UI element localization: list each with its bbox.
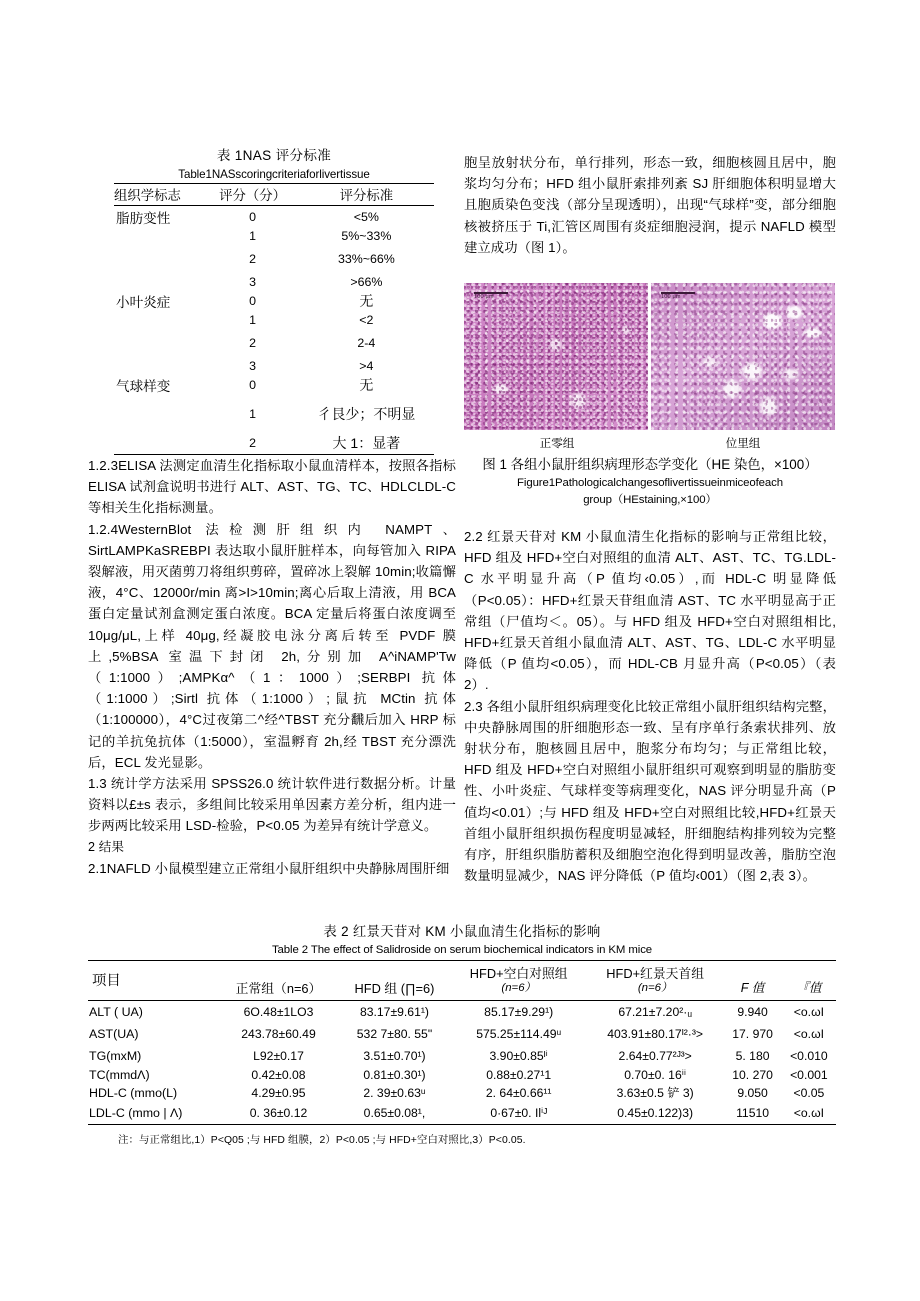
table1-cell-criteria: >66% (350, 275, 383, 289)
paragraph-section-1-3: 1.3 统计学方法采用 SPSS26.0 统计软件进行数据分析。计量资料以£±s 表示，多组间比较采用单因素方差分析，组内进一步两两比较采用 LSD-检验，P<0.05 为差异有统计学意义。 (88, 776, 456, 834)
table2-cell-p-value: <0.05 (793, 1085, 825, 1100)
table2-cell-indicator: LDL-C (mmo | Λ) (88, 1102, 219, 1125)
figure1-panel-labels (464, 435, 836, 451)
heading-results: 2 结果 (88, 839, 125, 854)
table1-cell-marker (114, 267, 206, 290)
table2-cell-hfd: 532 7±80. 55" (356, 1027, 433, 1041)
table1-cell-criteria: 大 1：显著 (299, 425, 434, 455)
table2-row (88, 1023, 836, 1045)
table1-cell-score: 3 (249, 275, 257, 289)
paragraph-section-1-2-4: 1.2.4WesternBlot 法检测肝组织内 NAMPT、SirtLAMPKaSREBPI 表达取小鼠肝脏样本，向每管加入 RIPA 裂解液，用灭菌剪刀将组织剪碎，置碎冰上裂解 10min;收篇懈液，4°C、12000r/min 离>I>10min;离心后取上清液，用 BCA 蛋白定量试剂盒测定蛋白浓度。BCA 定量后将蛋白浓度调至 10μg/μL,上样 40μg,经凝胶电泳分离后转至 PVDF 膜上,5%BSA 室温下封闭 2h,分别加 A^iNAMP'Tw（1:1000）;AMPKα^（1：1000）;SERBPI 抗体（1:1000）;Sirtl 抗体（1:1000）;鼠抗 MCtin 抗体（1:100000），4°C过夜第二^经^TBST 充分飜后加入 HRP 标记的羊抗兔抗体（1:5000），室温孵育 2h,经 TBST 充分漂洗后，ECL 发光显影。 (88, 521, 456, 770)
table2-footnote: 注：与正常组比,1）P<Q05 ;与 HFD 组膜，2）P<0.05 ;与 HFD+空白对照比,3）P<0.05. (118, 1135, 526, 1146)
table1-title-cn: 表 1NAS 评分标准 (216, 148, 332, 163)
paragraph-section-2-2: 2.2 红景天苷对 KM 小鼠血清生化指标的影响与正常组比较，HFD 组及 HFD+空白对照组的血清 ALT、AST、TC、TG.LDL-C 水平明显升高（P 值均‹0.05）,而 HDL-C 明显降低（P<0.05）：HFD+红景天苷组血清 AST、TC 水平明显高于正常组（尸值均＜。05）。与 HFD 组及 HFD+空白对照组相比, HFD+红景天首组小鼠血清 ALT、AST、TG、LDL-C 水平明显降低（P 值均<0.05），而 HDL-CB 月显升高（P<0.05）（表 2）. (464, 529, 836, 693)
table1-cell-marker (114, 244, 206, 267)
table1-row (114, 396, 434, 425)
table2-row (88, 1083, 836, 1102)
table2-cell-salidroside: 3.63±0.5 铲 3) (616, 1086, 694, 1100)
table2-cell-hfd: 0.81±0.30¹) (363, 1068, 426, 1082)
table1-cell-score: 0 (249, 294, 257, 308)
table2-row (88, 1067, 836, 1083)
table2-cell-normal: 243.78±60.49 (241, 1027, 316, 1041)
table2-cell-indicator: ALT ( UA) (89, 1005, 143, 1019)
table2-cell-f-value: 9.940 (737, 1005, 768, 1019)
figure1-caption-en-line2: group（HEstaining,×100） (583, 493, 717, 506)
table2-cell-p-value: <0.001 (790, 1068, 828, 1082)
table2-row (88, 1045, 836, 1067)
table2-cell-f-value: 10. 270 (732, 1068, 773, 1082)
table2-cell-hfd: 2. 39±0.63ᵘ (363, 1085, 426, 1100)
scale-bar-label: 100 μm (661, 294, 681, 300)
table2-cell-salidroside: 0.45±0.122)3) (587, 1102, 723, 1125)
left-column-text (88, 455, 456, 879)
table2-container (88, 922, 836, 1146)
table2-header-group-hfd (338, 961, 450, 1001)
table2-cell-salidroside: 2.64±0.77²ᴶ³˃ (618, 1049, 692, 1063)
table1-cell-score: 3 (249, 359, 257, 373)
table2-header-p-value: 『值 (782, 961, 836, 1001)
table1-cell-criteria: <2 (359, 313, 374, 327)
table1-row (114, 374, 434, 396)
table2-cell-blank-control: 2. 64±0.66¹¹ (485, 1085, 552, 1100)
histology-image-model-group (651, 283, 835, 430)
group-n: (n=6） (501, 982, 536, 994)
table1-cell-criteria: <5% (353, 210, 379, 224)
table2-header-item: 项目 (88, 961, 219, 1001)
table1-cell-marker: 气球样变 (116, 379, 171, 394)
table1-row (114, 425, 434, 455)
figure1-caption-en-line1: Figure1Pathologicalchangesoflivertissueinmiceofeach (517, 477, 783, 489)
figure1-caption-cn: 图 1 各组小鼠肝组织病理形态学变化（HE 染色，×100） (482, 457, 818, 472)
table2-cell-p-value: <o.ωI (782, 1102, 836, 1125)
table1-cell-marker (114, 351, 206, 374)
table1-cell-marker (114, 312, 206, 328)
table2-header-group-salidroside (587, 961, 723, 1001)
table2-cell-salidroside: 67.21±7.20²·ᵤ (618, 1005, 692, 1019)
table2-cell-p-value: <o.ωI (793, 1027, 824, 1041)
table2-header-row (88, 961, 836, 1001)
panel-label-right: 位里组 (725, 437, 761, 450)
table2-cell-indicator: AST(UA) (89, 1027, 139, 1041)
table1-header-row (114, 184, 434, 206)
figure1-container (464, 283, 836, 508)
table1-cell-score: 0 (249, 378, 257, 392)
table1-cell-score: 1 (249, 229, 257, 243)
table2-title-cn: 表 2 红景天苷对 KM 小鼠血清生化指标的影响 (323, 924, 601, 939)
table2-header-group-blank (450, 961, 586, 1001)
panel-label-left: 正零组 (539, 437, 575, 450)
table1-row (114, 267, 434, 290)
table1-cell-criteria: 彳艮少；不明显 (317, 406, 416, 422)
scale-bar-right (661, 292, 695, 300)
table1-cell-score: 2 (249, 336, 257, 350)
table2-header-f-value: F 值 (723, 961, 781, 1001)
table1-header-score: 评分（分） (206, 184, 298, 206)
table2-cell-indicator: HDL-C (mmo(L) (89, 1085, 178, 1100)
table1-cell-criteria: 无 (359, 377, 374, 393)
table1-cell-marker: 脂肪变性 (116, 211, 171, 226)
table2-cell-f-value: 17. 970 (732, 1027, 773, 1041)
table1-cell-score: 2 (206, 425, 298, 455)
table2-row (88, 1001, 836, 1024)
table1-cell-criteria: 33%~66% (337, 252, 395, 266)
table1-row (114, 328, 434, 351)
table1-cell-marker (114, 425, 206, 455)
table1-header-marker: 组织学标志 (114, 184, 206, 206)
table1-row (114, 290, 434, 312)
table2-cell-f-value: 5. 180 (735, 1049, 770, 1063)
group-label: HFD 组 (∏=6) (354, 981, 435, 996)
table1 (114, 183, 434, 455)
table2-cell-normal: 0. 36±0.12 (219, 1102, 339, 1125)
table2-cell-blank-control: 575.25±114.49ᵘ (476, 1027, 562, 1041)
table2-cell-p-value: <o.ωI (793, 1005, 824, 1019)
table1-cell-criteria: 2-4 (357, 336, 376, 350)
right-column-top-text (464, 152, 836, 258)
table1-cell-marker (114, 328, 206, 351)
table2-cell-blank-control: 0.88±0.27¹1 (486, 1068, 552, 1082)
table1-container (114, 146, 434, 455)
table1-row (114, 312, 434, 328)
paragraph-histology-description: 胞呈放射状分布，单行排列，形态一致，细胞核圆且居中，胞浆均匀分布；HFD 组小鼠肝索排列紊 SJ 肝细胞体积明显增大且胞质染色变浅（部分呈现透明），出现“气球样”变，部分细胞核被挤压于 Ti,汇管区周围有炎症细胞浸润，提示 NAFLD 模型建立成功（图 1）。 (464, 155, 836, 255)
table1-cell-score: 1 (249, 313, 257, 327)
table2-cell-salidroside: 403.91±80.17ᴵ²·³˃ (607, 1027, 704, 1041)
histology-image-normal-group (464, 283, 648, 430)
table1-cell-score: 2 (249, 252, 257, 266)
table2-cell-normal: L92±0.17 (253, 1049, 304, 1063)
table1-cell-criteria: 无 (359, 293, 374, 309)
paragraph-section-2-1: 2.1NAFLD 小鼠模型建立正常组小鼠肝组织中央静脉周围肝细 (88, 860, 450, 876)
group-label: HFD+红景天首组 (606, 966, 705, 981)
table2-cell-indicator: TC(mmdΛ) (89, 1068, 150, 1082)
table1-cell-marker (114, 228, 206, 244)
table2-cell-hfd: 3.51±0.70¹) (363, 1049, 426, 1063)
table2-cell-blank-control: 85.17±9.29¹) (484, 1005, 554, 1019)
table1-row (114, 351, 434, 374)
group-label: HFD+空白对照组 (469, 966, 568, 981)
table2-cell-hfd: 0.65±0.08¹, (338, 1102, 450, 1125)
table2-row (88, 1102, 836, 1125)
table2-header-group-normal (219, 961, 339, 1001)
table1-header-criteria: 评分标准 (299, 184, 434, 206)
table2-cell-f-value: 11510 (723, 1102, 781, 1125)
table2-cell-f-value: 9.050 (737, 1085, 768, 1100)
table2-title-en: Table 2 The effect of Salidroside on serum biochemical indicators in KM mice (271, 944, 653, 956)
group-label: 正常组（n=6） (235, 981, 322, 996)
table1-cell-score: 0 (249, 210, 257, 224)
table2-cell-hfd: 83.17±9.61¹) (359, 1005, 429, 1019)
table1-cell-marker (114, 396, 206, 425)
table1-cell-criteria: 5%~33% (341, 229, 392, 243)
table2-cell-normal: 4.29±0.95 (251, 1085, 306, 1100)
scale-bar-left (474, 292, 508, 300)
figure1-image-row (464, 283, 836, 430)
table2-cell-normal: 6O.48±1LO3 (243, 1005, 314, 1019)
table1-cell-score: 1 (249, 407, 257, 421)
table2-cell-salidroside: 0.70±0. 16ⁱⁱ (624, 1068, 687, 1082)
group-n: (n=6） (637, 982, 673, 994)
table2-cell-p-value: <0.010 (790, 1049, 828, 1063)
table1-cell-marker: 小叶炎症 (116, 295, 171, 310)
table1-row (114, 244, 434, 267)
paragraph-section-1-2-3: 1.2.3ELISA 法测定血清生化指标取小鼠血清样本，按照各指标 ELISA 试剂盒说明书进行 ALT、AST、TG、TC、HDLCLDL-C 等相关生化指标测量。 (88, 458, 456, 516)
scale-bar-label: 100 μm (474, 294, 494, 300)
table2-cell-normal: 0.42±0.08 (251, 1068, 306, 1082)
table1-row (114, 228, 434, 244)
table1-title-en: Table1NASscoringcriteriaforlivertissue (178, 168, 370, 181)
right-column-lower-text (464, 526, 836, 886)
paragraph-section-2-3: 2.3 各组小鼠肝组织病理变化比较正常组小鼠肝组织结构完整，中央静脉周围的肝细胞形态一致、呈有序单行条索状排列、放射状分布，胞核圆且居中，胞浆分布均匀；与正常组比较，HFD 组及 HFD+空白对照组小鼠肝组织可观察到明显的脂肪变性、小叶炎症、气球样变等病理变化，NAS 评分明显升高（P 值均<0.01）;与 HFD 组及 HFD+空白对照组比较,HFD+红景天首组小鼠肝组织损伤程度明显减轻，肝细胞结构排列较为完整有序，肝组织脂肪蓄积及细胞空泡化得到明显改善，脂肪空泡数量明显减少，NAS 评分降低（P 值均‹001）（图 2,表 3）。 (464, 698, 836, 884)
table1-cell-criteria: >4 (359, 359, 374, 373)
table1-row (114, 206, 434, 229)
table2-cell-indicator: TG(mxM) (89, 1049, 142, 1063)
table2 (88, 960, 836, 1125)
table2-cell-blank-control: 0·67±0. Ilⁱᴶ (450, 1102, 586, 1125)
table2-cell-blank-control: 3.90±0.85ᴵⁱ (489, 1049, 548, 1063)
